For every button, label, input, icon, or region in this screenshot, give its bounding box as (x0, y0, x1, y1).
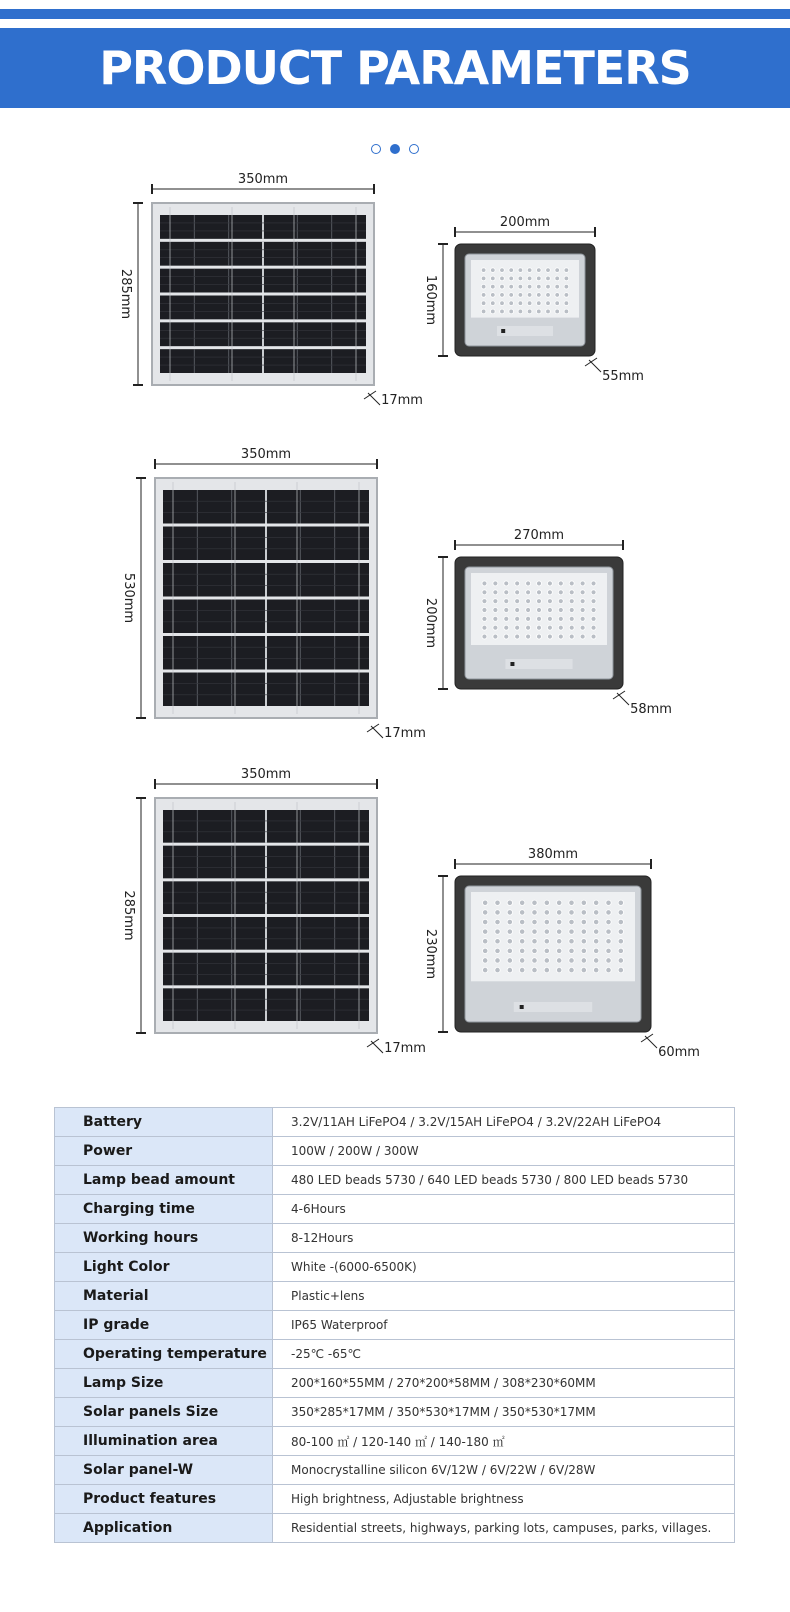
spec-value: 480 LED beads 5730 / 640 LED beads 5730 / 800 LED beads 5730 (273, 1166, 735, 1195)
spec-row (55, 1514, 735, 1543)
lamp-height-label: 160mm (423, 274, 438, 326)
panel-width-label: 350mm (240, 767, 292, 782)
spec-row (55, 1253, 735, 1282)
spec-value: IP65 Waterproof (273, 1311, 735, 1340)
spec-row (55, 1311, 735, 1340)
spec-row (55, 1166, 735, 1195)
spec-row (55, 1369, 735, 1398)
solar-panel (152, 203, 374, 385)
spec-value: Residential streets, highways, parking lots, campuses, parks, villages. (273, 1514, 735, 1543)
spec-label: Operating temperature (55, 1340, 273, 1369)
lamp-width-label: 270mm (513, 528, 565, 543)
spec-label: Solar panel-W (55, 1456, 273, 1485)
spec-row (55, 1137, 735, 1166)
spec-row (55, 1427, 735, 1456)
lamp-depth-label: 58mm (630, 702, 672, 717)
spec-value: White -(6000-6500K) (273, 1253, 735, 1282)
flood-lamp (455, 557, 623, 689)
lamp-width-label: 380mm (527, 847, 579, 862)
spec-label: Charging time (55, 1195, 273, 1224)
spec-row (55, 1398, 735, 1427)
spec-row (55, 1485, 735, 1514)
spec-row (55, 1282, 735, 1311)
lamp-height-label: 230mm (423, 928, 438, 980)
spec-label: Lamp bead amount (55, 1166, 273, 1195)
spec-table (54, 1107, 735, 1543)
spec-label: Illumination area (55, 1427, 273, 1456)
spec-label: Power (55, 1137, 273, 1166)
spec-value: High brightness, Adjustable brightness (273, 1485, 735, 1514)
spec-label: Solar panels Size (55, 1398, 273, 1427)
spec-value: 80-100 ㎡ / 120-140 ㎡ / 140-180 ㎡ (273, 1427, 735, 1456)
spec-value: Plastic+lens (273, 1282, 735, 1311)
spec-value: 3.2V/11AH LiFePO4 / 3.2V/15AH LiFePO4 / 3.2V/22AH LiFePO4 (273, 1108, 735, 1137)
spec-label: Product features (55, 1485, 273, 1514)
spec-label: IP grade (55, 1311, 273, 1340)
spec-label: Application (55, 1514, 273, 1543)
spec-value: Monocrystalline silicon 6V/12W / 6V/22W / 6V/28W (273, 1456, 735, 1485)
lamp-depth-label: 55mm (602, 369, 644, 384)
spec-row (55, 1108, 735, 1137)
lamp-width-label: 200mm (499, 215, 551, 230)
panel-thickness-label: 17mm (381, 393, 423, 408)
spec-value: 350*285*17MM / 350*530*17MM / 350*530*17MM (273, 1398, 735, 1427)
solar-panel (155, 478, 377, 718)
page-title: PRODUCT PARAMETERS (99, 41, 691, 95)
panel-height-label: 285mm (121, 890, 136, 941)
panel-thickness-label: 17mm (384, 726, 426, 741)
spec-row (55, 1195, 735, 1224)
panel-width-label: 350mm (240, 447, 292, 462)
spec-label: Working hours (55, 1224, 273, 1253)
spec-value: 4-6Hours (273, 1195, 735, 1224)
panel-width-label: 350mm (237, 172, 289, 187)
spec-label: Material (55, 1282, 273, 1311)
spec-label: Light Color (55, 1253, 273, 1282)
spec-value: 8-12Hours (273, 1224, 735, 1253)
lamp-depth-label: 60mm (658, 1045, 700, 1060)
solar-panel (155, 798, 377, 1033)
flood-lamp (455, 876, 651, 1032)
lamp-height-label: 200mm (423, 597, 438, 649)
spec-label: Lamp Size (55, 1369, 273, 1398)
spec-value: -25℃ -65℃ (273, 1340, 735, 1369)
spec-value: 100W / 200W / 300W (273, 1137, 735, 1166)
panel-height-label: 285mm (118, 268, 133, 320)
panel-thickness-label: 17mm (384, 1041, 426, 1056)
panel-height-label: 530mm (121, 572, 136, 624)
flood-lamp (455, 244, 595, 356)
spec-row (55, 1340, 735, 1369)
spec-row (55, 1224, 735, 1253)
spec-value: 200*160*55MM / 270*200*58MM / 308*230*60MM (273, 1369, 735, 1398)
spec-row (55, 1456, 735, 1485)
spec-label: Battery (55, 1108, 273, 1137)
